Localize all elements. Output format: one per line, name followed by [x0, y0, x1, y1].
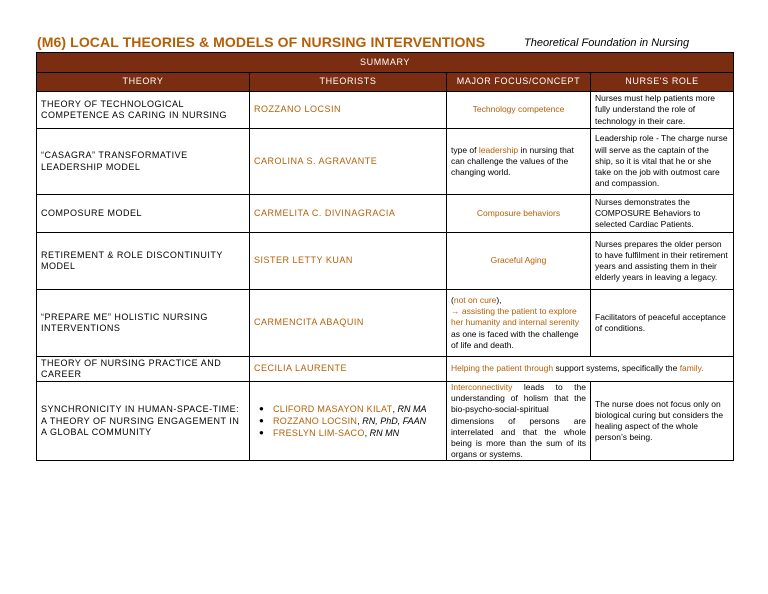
bullet-icon: ● [259, 416, 265, 426]
theorist-credentials: RN, PhD, FAAN [362, 416, 427, 427]
theorist-cell: CECILIA LAURENTE [250, 357, 447, 382]
column-header-row [37, 73, 734, 92]
summary-label: SUMMARY [37, 53, 734, 73]
list-item [259, 403, 442, 415]
focus-highlight: Interconnectivity [451, 382, 513, 392]
table-row [37, 290, 734, 357]
role-cell: Facilitators of peaceful acceptance of conditions. [591, 290, 734, 357]
table-row [37, 382, 734, 461]
focus-cell [447, 129, 591, 195]
focus-text: ), [496, 294, 502, 305]
theorist-cell: CAROLINA S. AGRAVANTE [250, 129, 447, 195]
theorist-list [254, 403, 442, 439]
focus-cell: Composure behaviors [447, 195, 591, 233]
focus-text: ( [451, 294, 454, 305]
table-row [37, 357, 734, 382]
focus-highlight: family. [679, 363, 704, 374]
table-row [37, 129, 734, 195]
focus-text: support systems, specifically the [555, 363, 680, 374]
focus-cell [447, 357, 734, 382]
focus-highlight: Helping the patient through [451, 363, 556, 374]
column-header-theorists: THEORISTS [250, 73, 447, 92]
theorist-cell: ROZZANO LOCSIN [250, 92, 447, 129]
theorist-name: FRESLYN LIM-SACO [273, 428, 365, 439]
theory-cell: COMPOSURE MODEL [37, 195, 250, 233]
column-header-role: NURSE'S ROLE [591, 73, 734, 92]
column-header-focus: MAJOR FOCUS/CONCEPT [447, 73, 591, 92]
table-row [37, 195, 734, 233]
page-subtitle: Theoretical Foundation in Nursing [524, 37, 690, 49]
theory-cell: SYNCHRONICITY IN HUMAN-SPACE-TIME: A THEORY OF NURSING ENGAGEMENT IN A GLOBAL COMMUNITY [37, 382, 250, 461]
summary-table [36, 52, 734, 461]
role-cell: The nurse does not focus only on biological curing but considers the healing aspect of the whole person’s being. [591, 382, 734, 461]
theory-cell: “CASAGRA” TRANSFORMATIVE LEADERSHIP MODEL [37, 129, 250, 195]
page-title: (M6) LOCAL THEORIES & MODELS OF NURSING INTERVENTIONS [37, 34, 486, 50]
column-header-theory: THEORY [37, 73, 250, 92]
theorist-separator: , [357, 416, 363, 427]
theory-cell: “PREPARE ME” HOLISTIC NURSING INTERVENTIONS [37, 290, 250, 357]
list-item [259, 427, 442, 439]
theorist-cell: SISTER LETTY KUAN [250, 233, 447, 290]
theorist-credentials: RN MA [397, 404, 427, 415]
focus-text: type of [451, 144, 479, 155]
focus-cell [447, 290, 591, 357]
theorist-separator: , [364, 428, 370, 439]
theorist-credentials: RN MN [369, 428, 400, 439]
focus-highlight: leadership [478, 144, 519, 155]
theory-cell: THEORY OF NURSING PRACTICE AND CAREER [37, 357, 250, 382]
role-cell: Leadership role - The charge nurse will serve as the captain of the ship, so it is vital that he or she take on the job with outmost care and compassion. [591, 129, 734, 195]
focus-highlight: → assisting the patient to explore her humanity and internal serenity [451, 306, 580, 328]
theorist-name: ROZZANO LOCSIN [273, 416, 358, 427]
focus-text: in nursing that can challenge the values of the changing world. [451, 144, 574, 178]
theorist-cell [250, 382, 447, 461]
table-row [37, 92, 734, 129]
summary-header-row [37, 53, 734, 73]
bullet-icon: ● [259, 404, 265, 414]
list-item [259, 415, 442, 427]
theorist-cell: CARMENCITA ABAQUIN [250, 290, 447, 357]
focus-cell: Graceful Aging [447, 233, 591, 290]
theorist-separator: , [392, 404, 398, 415]
focus-text: as one is faced with the challenge of life and death. [451, 328, 579, 350]
role-cell: Nurses demonstrates the COMPOSURE Behaviors to selected Cardiac Patients. [591, 195, 734, 233]
theory-cell: RETIREMENT & ROLE DISCONTINUITY MODEL [37, 233, 250, 290]
focus-highlight: not on cure [453, 294, 497, 305]
theorist-name: CLIFORD MASAYON KILAT [273, 404, 393, 415]
theorist-cell: CARMELITA C. DIVINAGRACIA [250, 195, 447, 233]
focus-cell: Technology competence [447, 92, 591, 129]
table-row [37, 233, 734, 290]
bullet-icon: ● [259, 428, 265, 438]
role-cell: Nurses must help patients more fully understand the role of technology in their care. [591, 92, 734, 129]
role-cell: Nurses prepares the older person to have fulfilment in their retirement years and assisting them in their elderly years in leaving a legacy. [591, 233, 734, 290]
focus-text: leads to the understanding of holism that the bio-psycho-social-spiritual dimensions of persons are interrelated and that the whole being is more than the sum of its organs or systems. [451, 382, 586, 460]
theory-cell: THEORY OF TECHNOLOGICAL COMPETENCE AS CARING IN NURSING [37, 92, 250, 129]
focus-cell [447, 382, 591, 461]
